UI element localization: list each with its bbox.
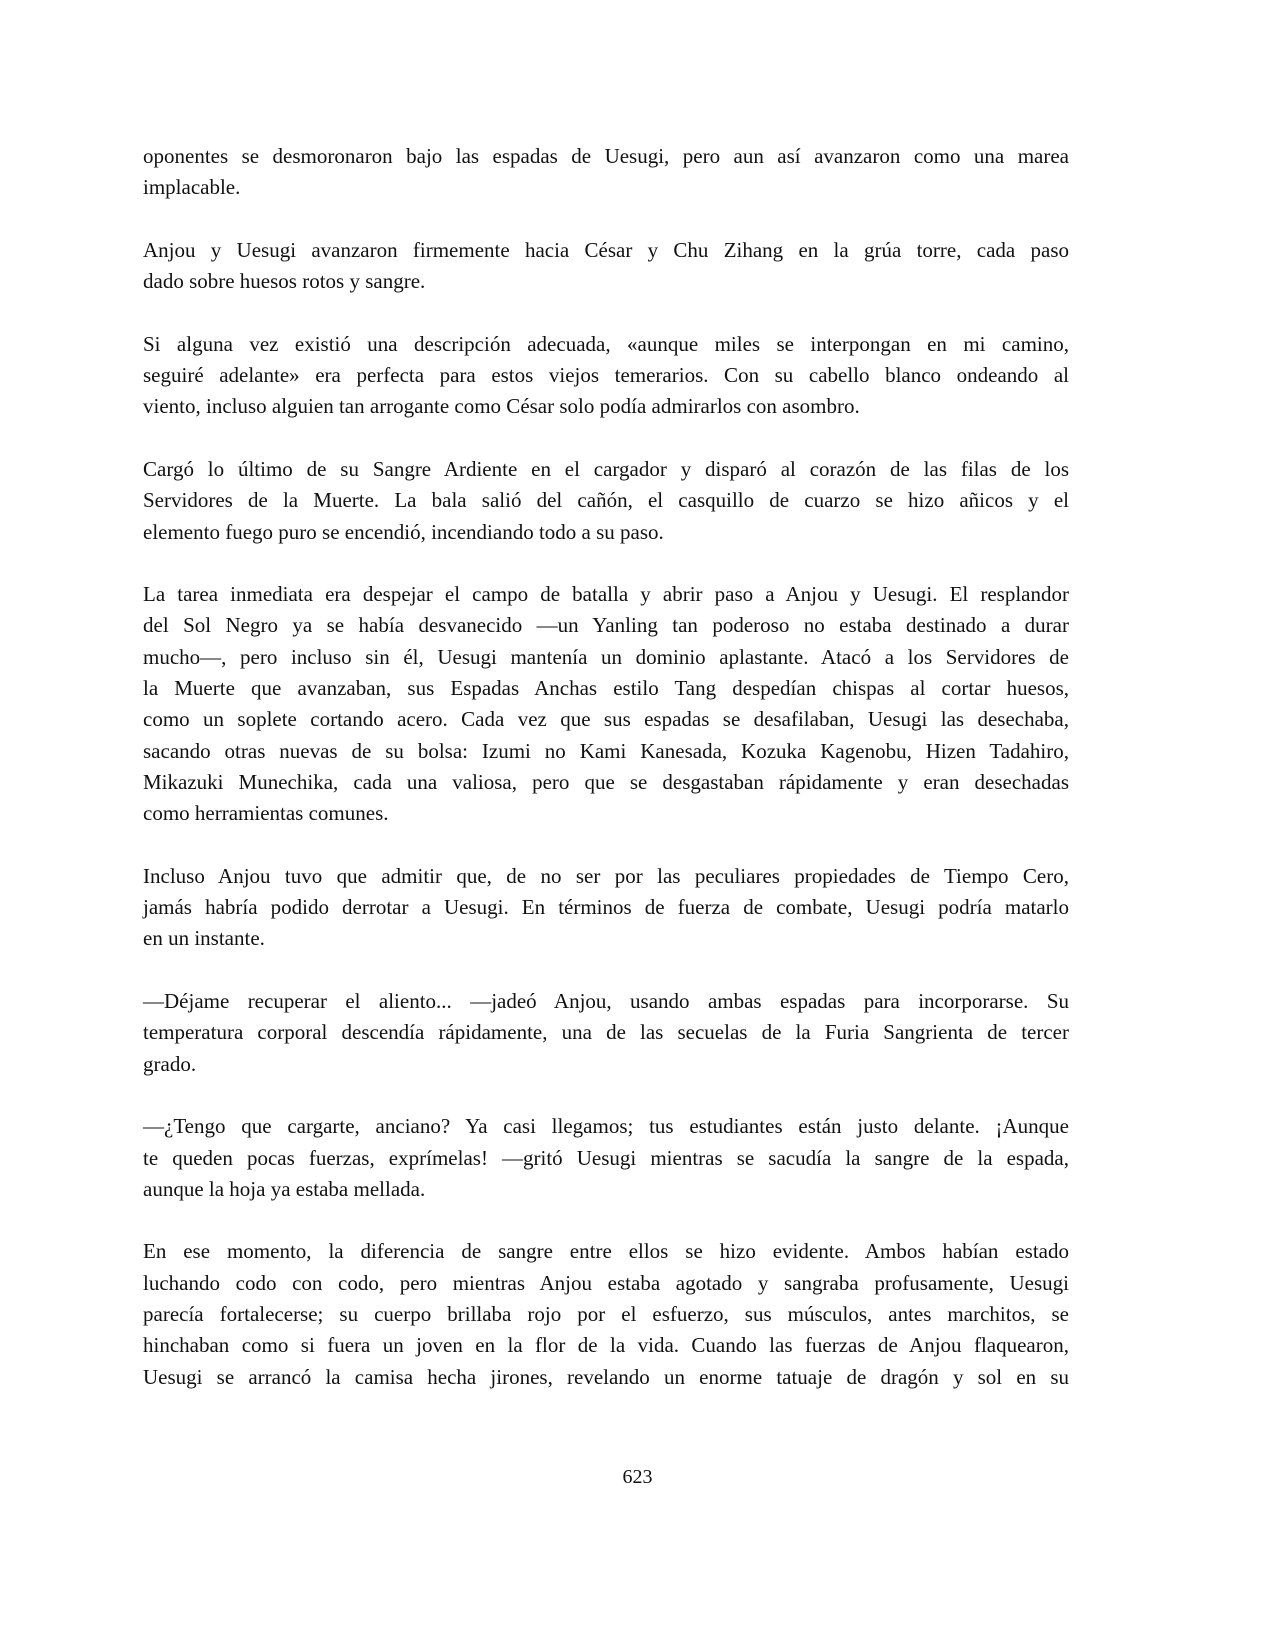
- paragraph: [143, 329, 1069, 423]
- text-line: Cargó lo último de su Sangre Ardiente en el cargador y disparó al corazón de las filas de los: [143, 456, 1069, 481]
- paragraph: [143, 141, 1069, 204]
- text-line: sacando otras nuevas de su bolsa: Izumi no Kami Kanesada, Kozuka Kagenobu, Hizen Tadahiro,: [143, 738, 1069, 763]
- text-line: hinchaban como si fuera un joven en la flor de la vida. Cuando las fuerzas de Anjou flaquearon,: [143, 1333, 1069, 1358]
- text-line: —¿Tengo que cargarte, anciano? Ya casi llegamos; tus estudiantes están justo delante. ¡Aunque: [143, 1114, 1069, 1139]
- text-line: Anjou y Uesugi avanzaron firmemente hacia César y Chu Zihang en la grúa torre, cada paso: [143, 237, 1069, 262]
- text-line: Servidores de la Muerte. La bala salió del cañón, el casquillo de cuarzo se hizo añicos y el: [143, 488, 1069, 513]
- text-line: Uesugi se arrancó la camisa hecha jirones, revelando un enorme tatuaje de dragón y sol en su: [143, 1364, 1069, 1389]
- text-line: Mikazuki Munechika, cada una valiosa, pero que se desgastaban rápidamente y eran desechadas: [143, 769, 1069, 794]
- text-line: —Déjame recuperar el aliento... —jadeó Anjou, usando ambas espadas para incorporarse. Su: [143, 989, 1069, 1014]
- paragraph: [143, 235, 1069, 298]
- paragraph: [143, 861, 1069, 955]
- paragraph: [143, 986, 1069, 1080]
- text-line: del Sol Negro ya se había desvanecido —un Yanling tan poderoso no estaba destinado a durar: [143, 613, 1069, 638]
- text-line: En ese momento, la diferencia de sangre entre ellos se hizo evidente. Ambos habían estado: [143, 1239, 1069, 1264]
- text-line: parecía fortalecerse; su cuerpo brillaba rojo por el esfuerzo, sus músculos, antes marchitos, se: [143, 1301, 1069, 1326]
- text-line: oponentes se desmoronaron bajo las espadas de Uesugi, pero aun así avanzaron como una marea: [143, 144, 1069, 168]
- text-line: jamás habría podido derrotar a Uesugi. En términos de fuerza de combate, Uesugi podría matarlo: [143, 895, 1069, 920]
- text-line: implacable.: [143, 175, 241, 200]
- text-line: en un instante.: [143, 926, 265, 951]
- text-line: como herramientas comunes.: [143, 801, 389, 826]
- text-line: Si alguna vez existió una descripción adecuada, «aunque miles se interpongan en mi camino,: [143, 331, 1069, 356]
- text-line: aunque la hoja ya estaba mellada.: [143, 1176, 426, 1201]
- text-line: la Muerte que avanzaban, sus Espadas Anchas estilo Tang despedían chispas al cortar huesos,: [143, 676, 1069, 701]
- text-line: seguiré adelante» era perfecta para estos viejos temerarios. Con su cabello blanco ondeando al: [143, 363, 1069, 388]
- text-line: La tarea inmediata era despejar el campo de batalla y abrir paso a Anjou y Uesugi. El resplandor: [143, 582, 1069, 607]
- text-line: como un soplete cortando acero. Cada vez que sus espadas se desafilaban, Uesugi las desechaba,: [143, 707, 1069, 732]
- paragraph: [143, 454, 1069, 548]
- text-line: grado.: [143, 1051, 197, 1076]
- text-line: viento, incluso alguien tan arrogante como César solo podía admirarlos con asombro.: [143, 394, 860, 419]
- text-line: mucho—, pero incluso sin él, Uesugi mantenía un dominio aplastante. Atacó a los Servidores de: [143, 644, 1069, 669]
- text-line: elemento fuego puro se encendió, incendiando todo a su paso.: [143, 519, 664, 544]
- text-line: luchando codo con codo, pero mientras Anjou estaba agotado y sangraba profusamente, Uesugi: [143, 1270, 1069, 1295]
- text-line: Incluso Anjou tuvo que admitir que, de no ser por las peculiares propiedades de Tiempo Cero,: [143, 863, 1069, 888]
- text-line: te queden pocas fuerzas, exprímelas! —gritó Uesugi mientras se sacudía la sangre de la espada,: [143, 1145, 1069, 1170]
- text-line: dado sobre huesos rotos y sangre.: [143, 269, 426, 294]
- paragraph: [143, 579, 1069, 829]
- paragraph: [143, 1236, 1069, 1392]
- text-line: temperatura corporal descendía rápidamente, una de las secuelas de la Furia Sangrienta de tercer: [143, 1020, 1069, 1045]
- page-number: 623: [622, 1466, 653, 1488]
- paragraph: [143, 1111, 1069, 1205]
- page-body: [143, 141, 1069, 1424]
